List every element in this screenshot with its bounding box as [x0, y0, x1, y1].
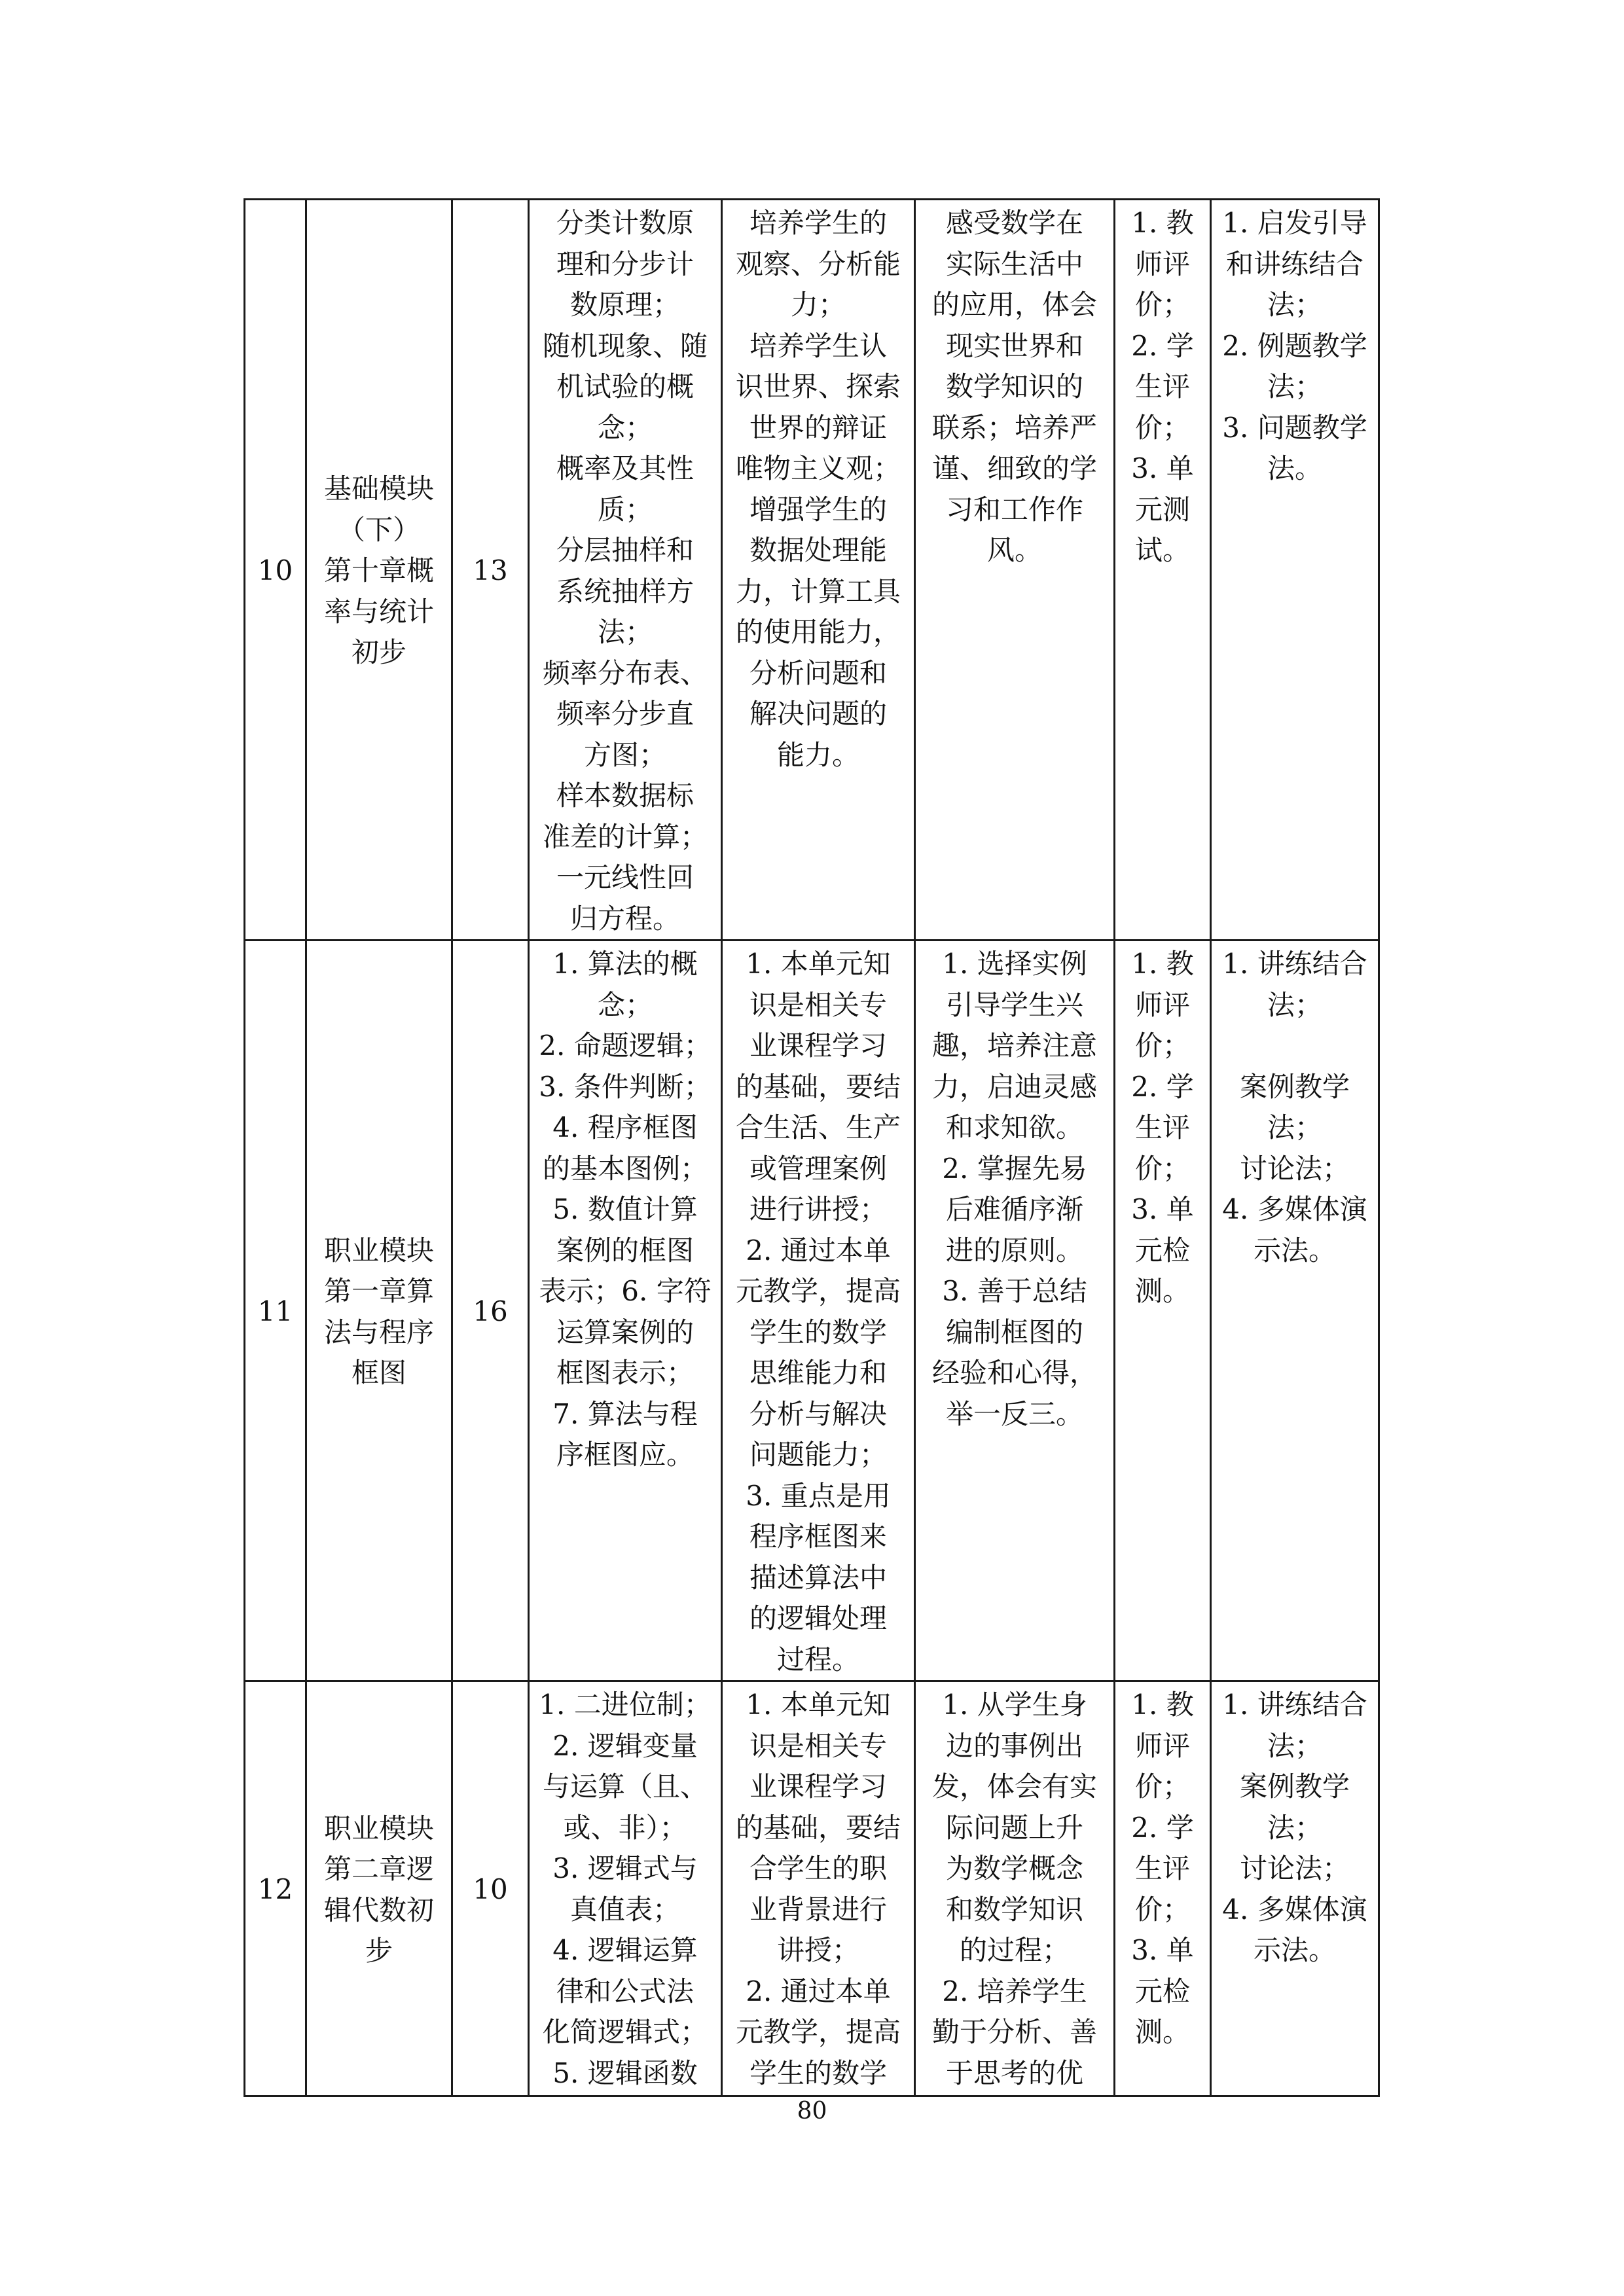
- cell-line: 于思考的优: [945, 2056, 1083, 2089]
- row-number-cell: 11: [245, 941, 306, 1681]
- cell-line: 发，体会有实: [931, 1770, 1097, 1803]
- cell-line: 框图: [351, 1357, 406, 1389]
- cell-line: 过程。: [776, 1643, 859, 1676]
- quality-cell: [915, 941, 1115, 1681]
- cell-line: 法；: [1267, 370, 1322, 403]
- cell-line: 初步: [351, 636, 406, 669]
- cell-line: 现实世界和: [945, 329, 1083, 362]
- cell-line: 1. 选择实例: [942, 948, 1087, 980]
- cell-line: 力；: [790, 289, 846, 321]
- cell-line: 基础模块: [323, 473, 434, 505]
- cell-line: 3. 重点是用: [746, 1479, 891, 1512]
- cell-line: 念；: [597, 411, 653, 444]
- method-cell: [1211, 941, 1379, 1681]
- cell-line: 举一反三。: [945, 1397, 1083, 1430]
- evaluation-cell: [1115, 941, 1211, 1681]
- quality-cell: [915, 200, 1115, 941]
- cell-line: 案例教学: [1239, 1070, 1350, 1103]
- cell-line: 能力。: [776, 738, 859, 771]
- cell-line: 编制框图的: [945, 1316, 1083, 1348]
- evaluation-cell: [1115, 200, 1211, 941]
- cell-line: 1. 教: [1131, 207, 1194, 239]
- cell-line: 联系；培养严: [931, 411, 1097, 444]
- cell-line: 的基础，要结: [735, 1070, 901, 1103]
- cell-line: 4. 多媒体演: [1222, 1893, 1367, 1926]
- row-number-cell: 12: [245, 1681, 306, 2096]
- cell-line: 第十章概: [323, 554, 434, 587]
- cell-line: 价；: [1134, 1893, 1190, 1926]
- cell-line: 的逻辑处理: [749, 1602, 887, 1634]
- cell-line: 识世界、探索: [735, 370, 901, 403]
- cell-line: 感受数学在: [945, 207, 1083, 239]
- cell-line: 为数学概念: [945, 1852, 1083, 1884]
- cell-line: 频率分布表、: [542, 656, 708, 689]
- cell-line: 准差的计算；: [542, 820, 708, 853]
- cell-line: 框图表示；: [556, 1357, 694, 1389]
- content-cell: [529, 1681, 722, 2096]
- cell-line: 引导学生兴: [945, 988, 1083, 1021]
- cell-line: 合学生的职: [749, 1852, 887, 1884]
- cell-line: 力，启迪灵感: [931, 1070, 1097, 1103]
- cell-line: 真值表；: [569, 1893, 680, 1926]
- cell-line: 样本数据标: [556, 780, 694, 812]
- cell-line: （下）: [337, 513, 420, 546]
- cell-line: 1. 讲练结合: [1222, 1689, 1367, 1721]
- cell-line: 际问题上升: [945, 1811, 1083, 1844]
- cell-line: 业课程学习: [749, 1770, 887, 1803]
- cell-line: 讨论法；: [1239, 1152, 1350, 1185]
- cell-line: 法与程序: [323, 1316, 434, 1348]
- content-cell: [529, 200, 722, 941]
- cell-line: 讨论法；: [1239, 1852, 1350, 1884]
- cell-line: 1. 二进位制；: [539, 1689, 712, 1721]
- cell-line: 1. 本单元知: [746, 948, 891, 980]
- cell-line: 机试验的概: [556, 370, 694, 403]
- cell-line: 1. 教: [1131, 948, 1194, 980]
- cell-line: 法；: [1267, 988, 1322, 1021]
- cell-line: 价；: [1134, 1030, 1190, 1062]
- cell-line: 运算案例的: [556, 1316, 694, 1348]
- cell-line: 师评: [1134, 988, 1190, 1021]
- cell-line: 2. 学: [1131, 1811, 1194, 1844]
- cell-line: 后难循序渐: [945, 1193, 1083, 1225]
- cell-line: 业课程学习: [749, 1030, 887, 1062]
- cell-line: 趣，培养注意: [931, 1030, 1097, 1062]
- cell-line: 谨、细致的学: [931, 452, 1097, 484]
- cell-line: 案例的框图: [556, 1234, 694, 1266]
- cell-line: 案例教学: [1239, 1770, 1350, 1803]
- cell-line: 1. 启发引导: [1222, 207, 1367, 239]
- hours-cell: 13: [452, 200, 529, 941]
- cell-line: 的基本图例；: [542, 1152, 708, 1185]
- ability-cell: [722, 1681, 915, 2096]
- cell-line: 和数学知识: [945, 1893, 1083, 1926]
- cell-line: 系统抽样方: [556, 575, 694, 607]
- cell-line: 观察、分析能: [735, 247, 901, 280]
- cell-line: 一元线性回: [556, 861, 694, 893]
- cell-line: 数原理；: [569, 289, 680, 321]
- table-body: [245, 200, 1379, 2096]
- module-cell: [306, 200, 452, 941]
- cell-line: 识是相关专: [749, 988, 887, 1021]
- cell-line: 生评: [1134, 370, 1190, 403]
- cell-line: 序框图应。: [556, 1439, 694, 1471]
- cell-line: 2. 通过本单: [746, 1975, 891, 2007]
- cell-line: 3. 单: [1131, 452, 1194, 484]
- cell-line: 法；: [1267, 289, 1322, 321]
- cell-line: 勤于分析、善: [931, 2016, 1097, 2048]
- cell-line: 化简逻辑式；: [542, 2016, 708, 2048]
- cell-line: 2. 命题逻辑；: [539, 1030, 712, 1062]
- cell-line: 元教学，提高: [735, 2016, 901, 2048]
- cell-line: 试。: [1134, 534, 1190, 566]
- cell-line: 第一章算: [323, 1275, 434, 1307]
- cell-line: 律和公式法: [556, 1975, 694, 2007]
- cell-line: 法。: [1267, 452, 1322, 484]
- cell-line: 示法。: [1253, 1934, 1336, 1966]
- content-cell: [529, 941, 722, 1681]
- cell-line: 1. 讲练结合: [1222, 948, 1367, 980]
- cell-line: 数据处理能: [749, 534, 887, 566]
- cell-line: 法；: [1267, 1729, 1322, 1762]
- cell-line: 7. 算法与程: [552, 1397, 698, 1430]
- quality-cell: [915, 1681, 1115, 2096]
- cell-line: 第二章逻: [323, 1853, 434, 1885]
- cell-line: 价；: [1134, 289, 1190, 321]
- cell-line: 随机现象、随: [542, 329, 708, 362]
- table-row: [245, 1681, 1379, 2096]
- cell-line: 世界的辩证: [749, 411, 887, 444]
- cell-line: 测。: [1134, 2016, 1190, 2048]
- cell-line: 元教学，提高: [735, 1275, 901, 1307]
- cell-line: 解决问题的: [749, 698, 887, 730]
- cell-line: 边的事例出: [945, 1729, 1083, 1762]
- table-row: [245, 941, 1379, 1681]
- cell-line: 分层抽样和: [556, 534, 694, 566]
- cell-line: 2. 学: [1131, 329, 1194, 362]
- cell-line: 分类计数原: [556, 207, 694, 239]
- cell-line: 法；: [597, 616, 653, 648]
- cell-line: 3. 条件判断；: [539, 1070, 712, 1103]
- cell-line: 或管理案例: [749, 1152, 887, 1185]
- cell-line: 2. 学: [1131, 1070, 1194, 1103]
- cell-line: 分析问题和: [749, 656, 887, 689]
- cell-line: 法；: [1267, 1811, 1322, 1844]
- hours-cell: 10: [452, 1681, 529, 2096]
- cell-line: 2. 逻辑变量: [552, 1729, 698, 1762]
- cell-line: 1. 算法的概: [552, 948, 698, 980]
- cell-line: 质；: [597, 493, 653, 526]
- cell-line: 测。: [1134, 1275, 1190, 1307]
- cell-line: 元检: [1134, 1975, 1190, 2007]
- cell-line: 示法。: [1253, 1234, 1336, 1266]
- cell-line: 的基础，要结: [735, 1811, 901, 1844]
- cell-line: 价；: [1134, 411, 1190, 444]
- cell-line: 元检: [1134, 1234, 1190, 1266]
- cell-line: 辑代数初: [323, 1893, 434, 1926]
- cell-line: 职业模块: [323, 1234, 434, 1266]
- cell-line: 力，计算工具: [735, 575, 901, 607]
- ability-cell: [722, 200, 915, 941]
- cell-line: [1218, 1026, 1371, 1067]
- cell-line: 数学知识的: [945, 370, 1083, 403]
- cell-line: 价；: [1134, 1152, 1190, 1185]
- cell-line: 与运算（且、: [542, 1770, 708, 1803]
- ability-cell: [722, 941, 915, 1681]
- cell-line: 培养学生认: [749, 329, 887, 362]
- cell-line: 识是相关专: [749, 1729, 887, 1762]
- row-number-cell: 10: [245, 200, 306, 941]
- cell-line: 程序框图来: [749, 1520, 887, 1552]
- cell-line: 风。: [986, 534, 1042, 566]
- cell-line: 和讲练结合: [1225, 247, 1363, 280]
- cell-line: 理和分步计: [556, 247, 694, 280]
- page-number: 80: [797, 2098, 827, 2125]
- cell-line: 3. 单: [1131, 1934, 1194, 1966]
- cell-line: 描述算法中: [749, 1561, 887, 1594]
- cell-line: 步: [365, 1935, 393, 1967]
- cell-line: 5. 逻辑函数: [552, 2056, 698, 2089]
- cell-line: 增强学生的: [749, 493, 887, 526]
- table-row: [245, 200, 1379, 941]
- hours-cell: 16: [452, 941, 529, 1681]
- cell-line: 1. 本单元知: [746, 1689, 891, 1721]
- cell-line: 频率分步直: [556, 698, 694, 730]
- cell-line: 和求知欲。: [945, 1111, 1083, 1143]
- cell-line: 思维能力和: [749, 1357, 887, 1389]
- method-cell: [1211, 200, 1379, 941]
- module-cell: [306, 941, 452, 1681]
- cell-line: 价；: [1134, 1770, 1190, 1803]
- cell-line: 5. 数值计算: [552, 1193, 698, 1225]
- cell-line: 概率及其性: [556, 452, 694, 484]
- cell-line: 归方程。: [569, 902, 680, 935]
- cell-line: 问题能力；: [749, 1439, 887, 1471]
- cell-line: 3. 善于总结: [942, 1275, 1087, 1307]
- cell-line: 3. 问题教学: [1222, 411, 1367, 444]
- cell-line: 生评: [1134, 1111, 1190, 1143]
- cell-line: 4. 逻辑运算: [552, 1934, 698, 1966]
- cell-line: 师评: [1134, 1729, 1190, 1762]
- cell-line: 职业模块: [323, 1812, 434, 1844]
- cell-line: 2. 掌握先易: [942, 1152, 1087, 1185]
- cell-line: 元测: [1134, 493, 1190, 526]
- cell-line: 4. 程序框图: [552, 1111, 698, 1143]
- cell-line: 唯物主义观；: [735, 452, 901, 484]
- cell-line: 方图；: [583, 738, 666, 771]
- curriculum-table: [244, 198, 1380, 2097]
- cell-line: 4. 多媒体演: [1222, 1193, 1367, 1225]
- cell-line: 进行讲授；: [749, 1193, 887, 1225]
- cell-line: 培养学生的: [749, 207, 887, 239]
- module-cell: [306, 1681, 452, 2096]
- cell-line: 生评: [1134, 1852, 1190, 1884]
- cell-line: 率与统计: [323, 595, 434, 628]
- cell-line: 业背景进行: [749, 1893, 887, 1926]
- cell-line: 分析与解决: [749, 1397, 887, 1430]
- cell-line: 念；: [597, 988, 653, 1021]
- cell-line: 2. 培养学生: [942, 1975, 1087, 2007]
- cell-line: 3. 逻辑式与: [552, 1852, 698, 1884]
- cell-line: 学生的数学: [749, 1316, 887, 1348]
- cell-line: 实际生活中: [945, 247, 1083, 280]
- cell-line: 的应用，体会: [931, 289, 1097, 321]
- cell-line: 2. 通过本单: [746, 1234, 891, 1266]
- cell-line: 或、非）；: [563, 1811, 687, 1844]
- method-cell: [1211, 1681, 1379, 2096]
- cell-line: 习和工作作: [945, 493, 1083, 526]
- cell-line: 进的原则。: [945, 1234, 1083, 1266]
- cell-line: 法；: [1267, 1111, 1322, 1143]
- cell-line: 1. 教: [1131, 1689, 1194, 1721]
- cell-line: 2. 例题教学: [1222, 329, 1367, 362]
- cell-line: 学生的数学: [749, 2056, 887, 2089]
- cell-line: 表示；6. 字符: [539, 1275, 712, 1307]
- cell-line: 讲授；: [776, 1934, 859, 1966]
- evaluation-cell: [1115, 1681, 1211, 2096]
- cell-line: 的使用能力，: [735, 616, 901, 648]
- cell-line: 3. 单: [1131, 1193, 1194, 1225]
- cell-line: 的过程；: [959, 1934, 1070, 1966]
- cell-line: 经验和心得，: [931, 1357, 1097, 1389]
- cell-line: 师评: [1134, 247, 1190, 280]
- cell-line: 1. 从学生身: [942, 1689, 1087, 1721]
- cell-line: 合生活、生产: [735, 1111, 901, 1143]
